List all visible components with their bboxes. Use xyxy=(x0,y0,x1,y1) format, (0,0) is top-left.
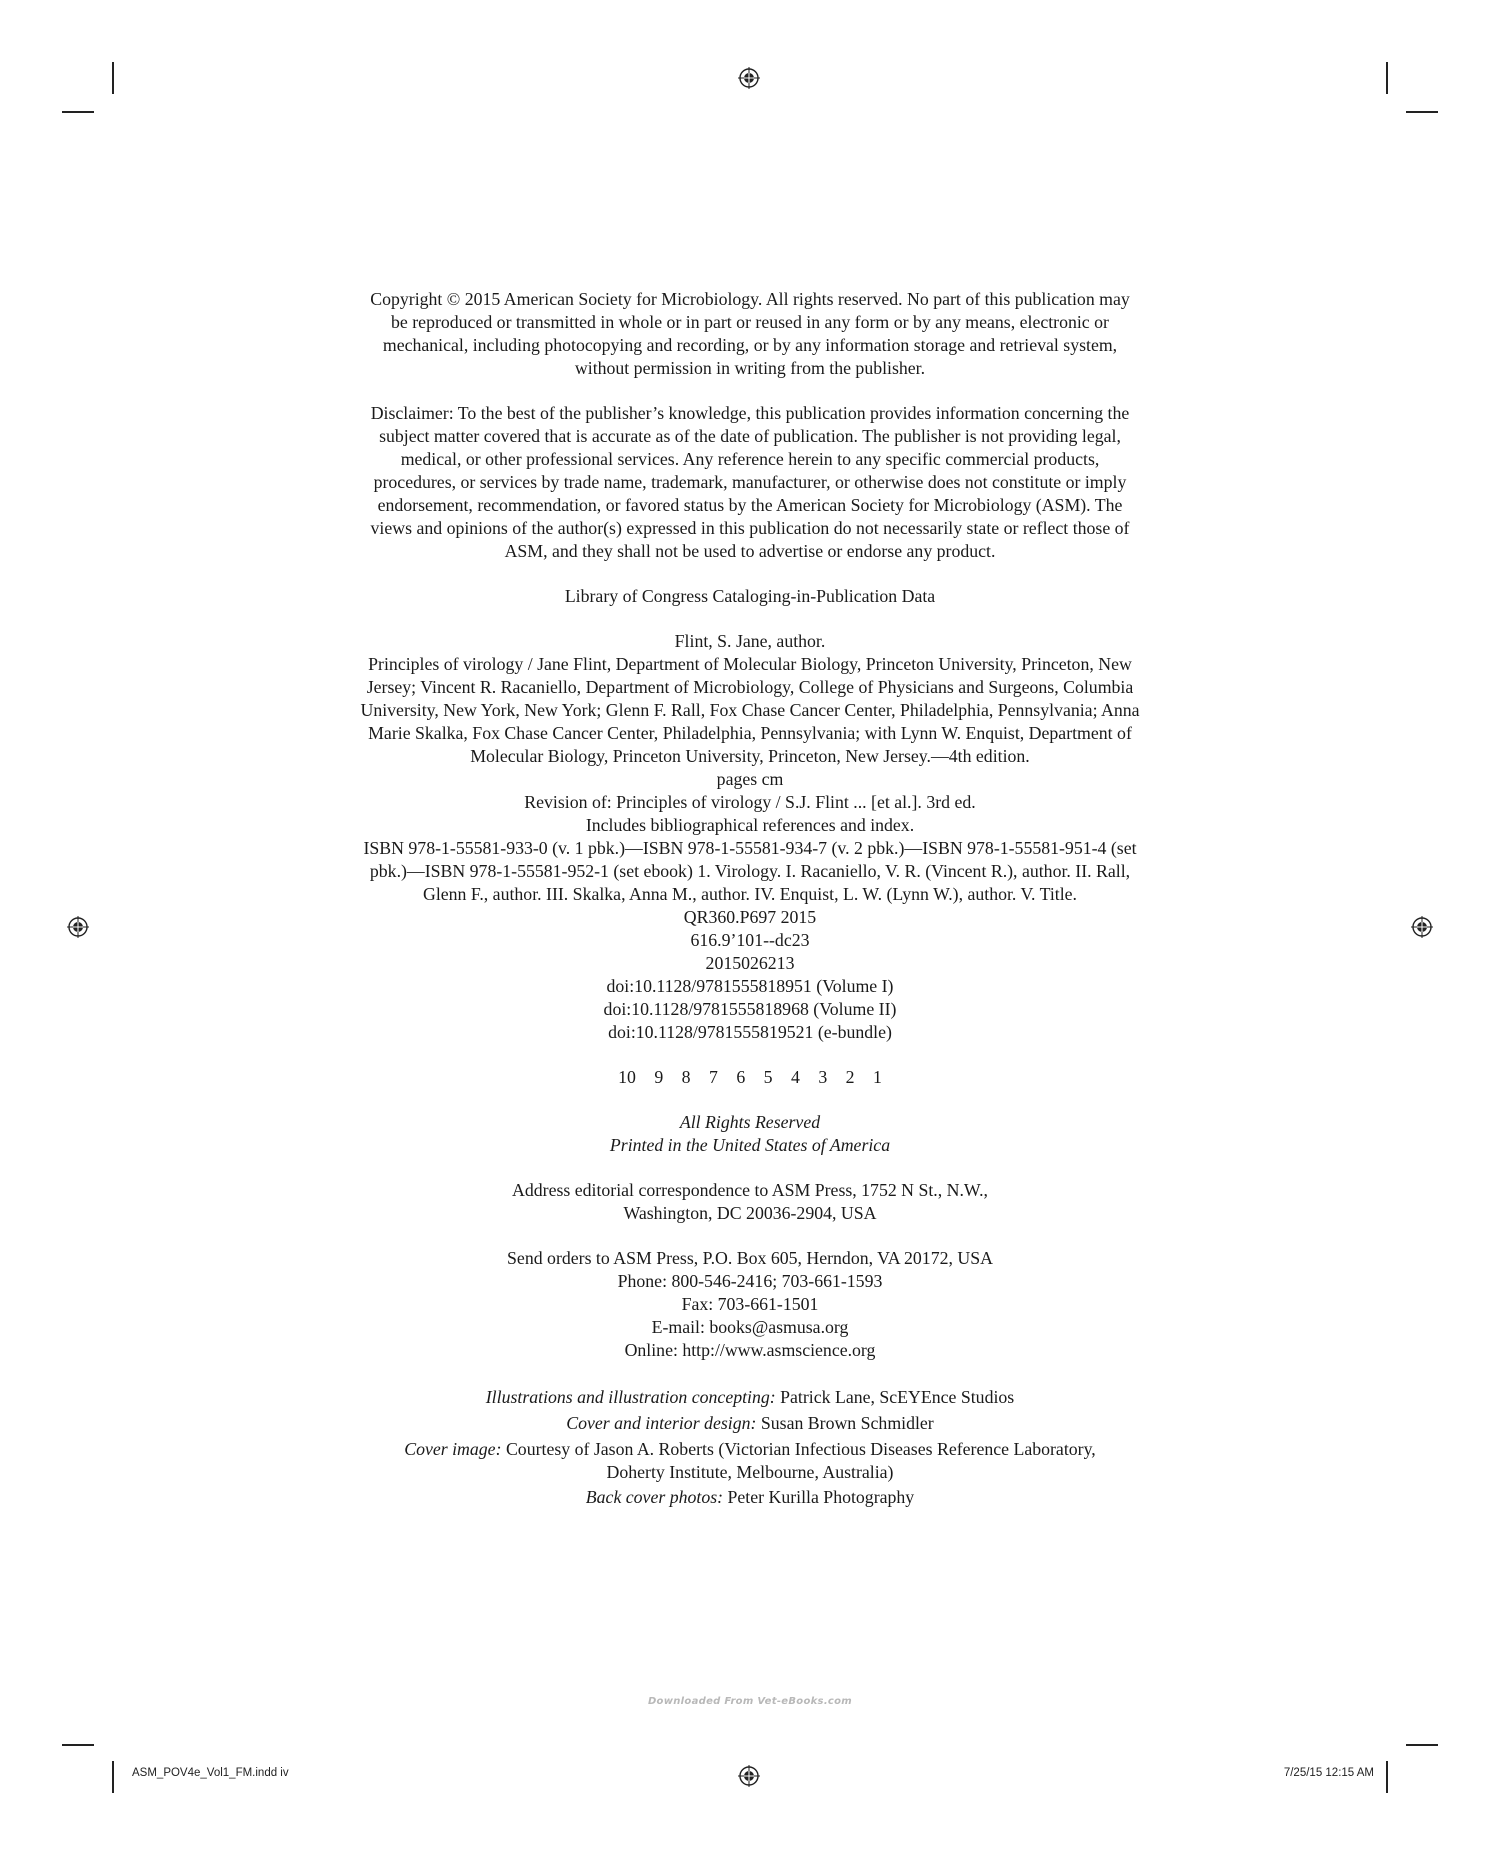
cip-heading: Library of Congress Cataloging-in-Publication Data xyxy=(564,586,936,606)
cip-record xyxy=(360,630,1140,1044)
editorial-address xyxy=(360,1179,1140,1225)
cip-doi-e-bundle: doi:10.1128/9781555819521 (e-bundle) xyxy=(608,1022,892,1042)
credit-cover-image xyxy=(360,1438,1140,1461)
credit-cover-value-line-1: Courtesy of Jason A. Roberts (Victorian Infectious Diseases Reference Laboratory, xyxy=(501,1439,1096,1459)
slug-filename: ASM_POV4e_Vol1_FM.indd iv xyxy=(132,1767,289,1779)
registration-mark-icon xyxy=(738,67,760,89)
disclaimer: Disclaimer: To the best of the publisher’s knowledge, this publication provides information concerning the subject matter covered that is accurate as of the date of publication. The publisher is not providing legal, medical, or other professional services. Any reference herein to any specific commercial products, procedures, or services by trade name, trademark, manufacturer, or otherwise does not constitute or imply endorsement, recommendation, or favored status by the American Society for Microbiology (ASM). The views and opinions of the author(s) expressed in this publication do not necessarily state or reflect those of ASM, and they shall not be used to advertise or endorse any product. xyxy=(370,403,1130,561)
slug-timestamp: 7/25/15 12:15 AM xyxy=(1283,1767,1374,1779)
orders-email: E-mail: books@asmusa.org xyxy=(651,1317,849,1337)
credit-cover-value-line-2: Doherty Institute, Melbourne, Australia) xyxy=(606,1462,894,1482)
orders-fax: Fax: 703-661-1501 xyxy=(681,1294,819,1314)
copyright-notice: Copyright © 2015 American Society for Microbiology. All rights reserved. No part of this publication may be reproduced or transmitted in whole or in part or reused in any form or by any means, electronic or mechanical, including photocopying and recording, or by any information storage and retrieval system, without permission in writing from the publisher. xyxy=(370,289,1130,378)
registration-mark-icon xyxy=(67,916,89,938)
credit-illustrations-value: Patrick Lane, ScEYEnce Studios xyxy=(775,1387,1015,1407)
crop-mark-bottom-left-horizontal xyxy=(62,1744,94,1746)
cip-lccn: 2015026213 xyxy=(705,953,795,973)
credit-design-label: Cover and interior design: xyxy=(566,1413,757,1433)
credit-design-value: Susan Brown Schmidler xyxy=(756,1413,934,1433)
crop-mark-bottom-right-vertical xyxy=(1386,1761,1388,1793)
printing-number-line: 10 9 8 7 6 5 4 3 2 1 xyxy=(618,1067,882,1087)
credits-block xyxy=(360,1384,1140,1510)
cip-revision: Revision of: Principles of virology / S.J. Flint ... [et al.]. 3rd ed. xyxy=(524,792,976,812)
printed-in: Printed in the United States of America xyxy=(609,1135,891,1155)
cip-includes: Includes bibliographical references and index. xyxy=(585,815,915,835)
cip-doi-volume-1: doi:10.1128/9781555818951 (Volume I) xyxy=(606,976,894,996)
cip-dewey: 616.9’101--dc23 xyxy=(690,930,810,950)
cip-author: Flint, S. Jane, author. xyxy=(674,631,826,651)
credit-cover-label: Cover image: xyxy=(404,1439,502,1459)
credit-illustrations-label: Illustrations and illustration concepting: xyxy=(485,1387,776,1407)
rights-block xyxy=(360,1111,1140,1157)
address-line-2: Washington, DC 20036-2904, USA xyxy=(623,1203,877,1223)
credit-back-cover xyxy=(360,1484,1140,1510)
credit-illustrations xyxy=(360,1384,1140,1410)
credit-back-value: Peter Kurilla Photography xyxy=(723,1487,915,1507)
credit-design xyxy=(360,1410,1140,1436)
copyright-page-body xyxy=(360,288,1140,1510)
orders-address: Send orders to ASM Press, P.O. Box 605, Herndon, VA 20172, USA xyxy=(507,1248,993,1268)
rights-reserved: All Rights Reserved xyxy=(679,1112,821,1132)
cip-title-entry: Principles of virology / Jane Flint, Department of Molecular Biology, Princeton University, Princeton, New Jersey; Vincent R. Racaniello, Department of Microbiology, College of Physicians and Surgeons, Columbia University, New York, New York; Glenn F. Rall, Fox Chase Cancer Center, Philadelphia, Pennsylvania; Anna Marie Skalka, Fox Chase Cancer Center, Philadelphia, Pennsylvania; with Lynn W. Enquist, Department of Molecular Biology, Princeton University, Princeton, New Jersey.—4th edition. xyxy=(360,654,1140,766)
registration-mark-icon xyxy=(738,1765,760,1787)
address-line-1: Address editorial correspondence to ASM Press, 1752 N St., N.W., xyxy=(512,1180,988,1200)
crop-mark-top-right-vertical xyxy=(1386,62,1388,94)
orders-phone: Phone: 800-546-2416; 703-661-1593 xyxy=(617,1271,883,1291)
registration-mark-icon xyxy=(1411,916,1433,938)
cip-call-number: QR360.P697 2015 xyxy=(683,907,817,927)
crop-mark-top-left-vertical xyxy=(112,62,114,94)
orders-online: Online: http://www.asmscience.org xyxy=(624,1340,876,1360)
crop-mark-top-left-horizontal xyxy=(62,111,94,113)
crop-mark-bottom-left-vertical xyxy=(112,1761,114,1793)
orders-block xyxy=(360,1247,1140,1362)
cip-doi-volume-2: doi:10.1128/9781555818968 (Volume II) xyxy=(603,999,897,1019)
crop-mark-top-right-horizontal xyxy=(1406,111,1438,113)
download-watermark: Downloaded From Vet-eBooks.com xyxy=(647,1696,853,1707)
cip-isbn: ISBN 978-1-55581-933-0 (v. 1 pbk.)—ISBN 978-1-55581-934-7 (v. 2 pbk.)—ISBN 978-1-55581-951-4 (set pbk.)—ISBN 978-1-55581-952-1 (set ebook) 1. Virology. I. Racaniello, V. R. (Vincent R.), author. II. Rall, Glenn F., author. III. Skalka, Anna M., author. IV. Enquist, L. W. (Lynn W.), author. V. Title. xyxy=(363,838,1137,904)
crop-mark-bottom-right-horizontal xyxy=(1406,1744,1438,1746)
cip-pages: pages cm xyxy=(716,769,784,789)
credit-back-label: Back cover photos: xyxy=(585,1487,724,1507)
